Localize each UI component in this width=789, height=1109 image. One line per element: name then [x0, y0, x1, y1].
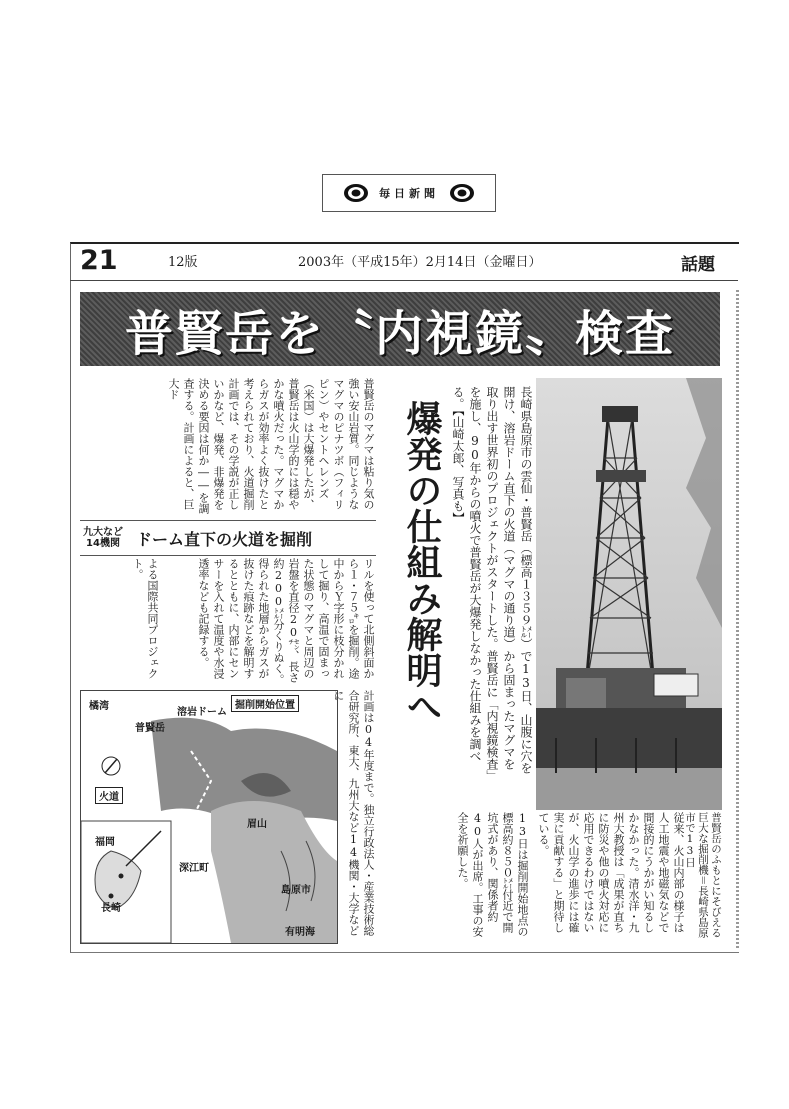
page-edge-rule — [736, 290, 739, 950]
header-divider — [70, 280, 738, 281]
location-map — [80, 690, 338, 944]
mainichi-logo-icon — [449, 183, 475, 203]
subhead-badge: 九大など14機関 — [83, 527, 123, 549]
body-text-center: 13日は掘削開始地点の標高約８５０㍍付近で開坑式があり、関係者約40人が出席。工事の安全を祈願した。 — [456, 812, 529, 937]
drilling-rig-icon — [536, 378, 722, 810]
map-label-mayu: 眉山 — [247, 819, 267, 830]
section-title: 話題 — [681, 255, 715, 275]
subhead — [80, 520, 376, 556]
page-number: 21 — [80, 245, 118, 276]
map-label-bay: 橘湾 — [89, 701, 109, 712]
map-label-start: 掘削開始位置 — [231, 695, 299, 712]
deck-headline: 爆発の仕組み解明へ — [401, 400, 442, 724]
map-label-conduit: 火道 — [95, 787, 123, 804]
body-text-far-left: よる国際共同プロジェクト。 — [131, 558, 159, 679]
map-label-fugen: 普賢岳 — [135, 723, 165, 734]
map-label-dome: 溶岩ドーム — [177, 707, 227, 718]
subhead-text: ドーム直下の火道を掘削 — [136, 529, 313, 549]
body-text-after-map: 計画は04年度まで。独立行政法人・産業技術総合研究所、東大、九州大など14機関・大学などに — [332, 690, 375, 936]
headline-band — [80, 292, 720, 366]
edition: 12版 — [168, 255, 198, 270]
map-label-shimabara: 島原市 — [281, 885, 311, 896]
map-label-ariake: 有明海 — [285, 927, 315, 938]
map-label-nagasaki: 長崎 — [101, 903, 121, 914]
photo-caption: 普賢岳のふもとにそびえる巨大な掘削機＝長崎県島原市で13日 — [684, 812, 722, 938]
lead-paragraph: 長崎県島原市の雲仙・普賢岳（標高１３５９㍍）で13日、山腹に穴を開け、溶岩ドーム直下の火道（マグマの通り道）から固まったマグマを取り出す世界初のプロジェクトがスタートした。普賢岳に「内視鏡検査」を施し、90年からの噴火で普賢岳が大爆発しなかった仕組みを調べる。【山崎太郎、写真も】 — [451, 386, 533, 776]
map-label-fukuoka: 福岡 — [95, 837, 115, 848]
map-label-fukae: 深江町 — [179, 863, 209, 874]
dateline: 2003年（平成15年）2月14日（金曜日） — [298, 255, 542, 270]
body-text-left-middle: リルを使って北側斜面から１・７５㌔を掘削。途中からＹ字形に枝分かれして掘り、高温で固まった状態のマグマと周辺の岩盤を直径20㌢、長さ約200㍍分くりぬく。得られた地層からガスが抜けた痕跡などを解明するとともに、内部にセンサーを入れて温度や水浸透率なども記録する。 — [197, 558, 375, 685]
body-text-right: 従来、火山内部の様子は人工地震や地磁気などで間接的にうかがい知るしかなかった。清水洋・九州大教授は「成果が直ちに防災や他の噴火対応に応用できるわけではないが、火山学の進歩には確実に貢献する」と期待している。 — [537, 812, 685, 933]
drilling-rig-photo — [536, 378, 722, 810]
mainichi-logo-icon — [343, 183, 369, 203]
masthead — [322, 174, 496, 212]
headline: 普賢岳を〝内視鏡〟検査 — [124, 305, 675, 362]
masthead-name: 毎日新聞 — [379, 187, 439, 200]
body-text-left-top: 普賢岳のマグマは粘り気の強い安山岩質。同じようなマグマのピナツボ（フィリピン）やセントヘレンズ（米国）は大爆発したが、普賢岳は火山学的には穏やかな噴火だった。マグマからガスが効率よく抜けたと考えられており、火道掘削計画では、その学説が正しいかなど、爆発、非爆発を決める要因は何か――を調査する。計画によると、巨大ド — [167, 378, 375, 514]
